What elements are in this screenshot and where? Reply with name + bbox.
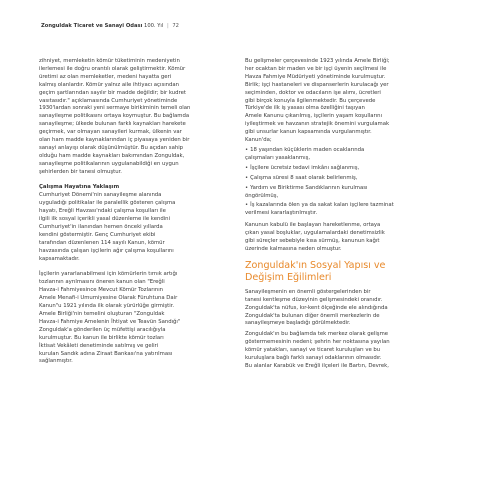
list-item-text: • Çalışma süresi 8 saat olarak belirlenmiş, <box>245 175 440 183</box>
list-item-text: • İşçilere ücretsiz tedavi imkânı sağlanmış, <box>245 165 440 173</box>
text-line: üzerinde kalmasına neden olmuştur. <box>245 245 342 252</box>
text-line: seçiminden, doktor ve odacıların işe alımı, ücretleri <box>245 89 381 96</box>
text-line: ilerlemesi ile doğru orantılı olarak geliştirmektir. Kömür <box>39 65 186 72</box>
text-line: hayatı, Ereğli Havzası'ndaki çalışma koşulları ile <box>39 208 166 215</box>
left-paragraph-1 <box>39 58 229 177</box>
list-item <box>245 165 440 173</box>
list-item-text: çalışmaları yasaklanmış, <box>245 154 311 161</box>
right-paragraph-2 <box>245 222 440 254</box>
text-line: kömür yatakları, sanayi ve ticaret kuruluşları ve bu <box>245 347 381 354</box>
page-number: 72 <box>172 23 179 29</box>
text-line: olan ham madde kaynaklarından iç piyasaya yeniden bir <box>39 137 190 144</box>
text-line: Zonguldak'ta bulunan diğer önemli merkezlerin de <box>245 312 380 319</box>
text-line: İktisat Vekâleti denetiminde satılmış ve geliri <box>39 342 159 349</box>
publication-title: Zonguldak Ticaret ve Sanayi Odası <box>41 23 143 29</box>
list-item-text: • İş kazalarında ölen ya da sakat kalan işçilere tazminat <box>245 202 440 210</box>
text-line: çıkan yasal boşluklar, uygulamalardaki denetimsizlik <box>245 230 385 237</box>
text-line: kalmış olanlardır. Kömür yalnız aile ihtiyacı açısından <box>39 81 180 88</box>
text-line: vasıtasıdır." açıklamasında Cumhuriyet yönetiminde <box>39 97 178 104</box>
text-line: Amele Kanunu çıkarılmış, işçilerin yaşam koşullarını <box>245 113 383 120</box>
text-line: Cumhuriyet Dönemi'nin sanayileşme alanında <box>39 192 162 199</box>
text-line: sanayileşme; ülkede bulunan farklı kaynakları harekete <box>39 121 186 128</box>
text-line: Birlik; işçi hastaneleri ve dispanserlerin kurulacağı yer <box>245 81 389 88</box>
text-line: Zonguldak'ta nüfus, kır-kent ölçeğinde ele alındığında <box>245 304 388 311</box>
list-item <box>245 202 440 218</box>
text-line: gibi birçok konuyla ilgilenmektedir. Bu çerçevede <box>245 97 376 104</box>
text-line: zihniyet, memleketin kömür tüketiminin medeniyetin <box>39 58 180 64</box>
text-line: gibi süreçler sebebiyle kısa sürmüş, kanunun kağıt <box>245 238 380 245</box>
right-column <box>245 58 440 371</box>
text-line: tanesi kentleşme düzeyinin gelişmesindeki oranıdır. <box>245 296 383 303</box>
law-provisions-list <box>245 147 440 218</box>
text-line: Bu alanlar Karabük ve Ereğli ilçeleri ile Bartın, Devrek, <box>245 363 389 369</box>
right-paragraph-1 <box>245 58 440 145</box>
text-line: sanayileşmeye başladığı görülmektedir. <box>245 320 351 327</box>
text-line: İşçilerin yararlanabilmesi için kömürlerin tırnık artığı <box>39 271 178 278</box>
text-line: geçim şartlarından sayılır bir madde değildir; bir kudret <box>39 89 186 96</box>
text-line: Havza Fahmiye Müdüriyeti yönetiminde kurulmuştur. <box>245 73 386 80</box>
text-line: Havza-i Fahmiye Amelenin İhtiyat ve Teavün Sandığı" <box>39 318 181 325</box>
list-item <box>245 185 440 201</box>
text-line: kendini göstermiştir. Genç Cumhuriyet ekibi <box>39 231 156 238</box>
text-line: Sanayileşmenin en önemli göstergelerinden bir <box>245 288 371 295</box>
text-line: Zonguldak'a gönderilen üç müfettişi aracılığıyla <box>39 326 166 333</box>
left-paragraph-2 <box>39 192 229 263</box>
text-line: kurulmuştur. Bu kanun ile birlikte kömür tozları <box>39 334 164 341</box>
text-line: Amele Birliği'nin temelini oluşturan "Zonguldak <box>39 310 165 317</box>
list-item-text: • 18 yaşından küçüklerin maden ocaklarında <box>245 147 440 155</box>
text-line: 1930'lardan sonraki yeni sermaye birikiminin temeli olan <box>39 105 191 112</box>
list-item-text: verilmesi kararlaştırılmıştır. <box>245 210 318 217</box>
text-line: tarafından düzenlenen 114 sayılı Kanun, kömür <box>39 239 165 246</box>
running-header <box>41 23 179 30</box>
text-line: kuruluşlara bağlı farklı sanayi odaklarının olmasıdır. <box>245 355 382 362</box>
text-line: Türkiye'de ilk iş yasası olma özelliğini taşıyan <box>245 105 365 112</box>
text-line: iyileştirmek ve havzanın stratejik önemini vurgulamak <box>245 121 390 128</box>
text-line: üretimi az olan memleketler, medeni hayatta geri <box>39 73 172 80</box>
right-paragraph-4 <box>245 331 440 371</box>
left-column <box>39 58 229 366</box>
text-line: şehirlerden bir tanesi olmuştur. <box>39 168 122 175</box>
text-line: sanayi anlayışı olarak düşünülmüştür. Bu açıdan sahip <box>39 144 184 151</box>
text-line: Kanun"u 1921 yılında ilk olarak yürürlüğe girmiştir. <box>39 303 175 310</box>
text-line: Zonguldak'ın bu bağlamda tek merkez olarak gelişme <box>245 331 389 338</box>
list-item-text: öngörülmüş, <box>245 192 279 199</box>
header-divider: | <box>166 23 169 29</box>
list-item <box>245 147 440 163</box>
text-line: geçirmek, var olmayan sanayileri kurmak, ülkenin var <box>39 129 182 136</box>
text-line: Cumhuriyet'in ilanından hemen önceki yıllarda <box>39 224 163 231</box>
text-line: olduğu ham madde kaynakları bakımından Zonguldak, <box>39 152 185 159</box>
right-paragraph-3 <box>245 289 440 329</box>
text-line: Havza-i Fahmiyesince Mevcut Kömür Tozlarının <box>39 287 164 294</box>
text-line: sanayileşme politikasını ortaya koymuştur. Bu bağlamda <box>39 113 190 120</box>
left-paragraph-3 <box>39 271 229 366</box>
text-line: Kanunun kabulü ile başlayan hareketlenme, ortaya <box>245 222 381 229</box>
text-line: Kanun'da; <box>245 137 272 144</box>
text-line: gibi unsurlar kanun kapsamında vurgulanmıştır. <box>245 129 372 136</box>
text-line: uyguladığı politikalar ile paralellik gösteren çalışma <box>39 200 176 207</box>
section-subheading: Çalışma Hayatına Yaklaşım <box>39 184 120 191</box>
text-line: her ocaktan bir maden ve bir işçi üyenin seçilmesi ile <box>245 65 387 72</box>
text-line: kapsamaktadır. <box>39 255 80 262</box>
text-line: göstermemesinin nedeni; şehrin her noktasına yayılan <box>245 339 390 346</box>
section-heading-line: Zonguldak'ın Sosyal Yapısı ve <box>245 259 386 271</box>
text-line: Amele Menafi-i Umumiyesine Olarak Füruhtuna Dair <box>39 295 178 302</box>
list-item-text: • Yardım ve Biriktirme Sandıklarının kurulması <box>245 185 440 193</box>
text-line: havzasında çalışan işçilerin ağır çalışma koşullarını <box>39 247 174 254</box>
text-line: ilgili ilk sosyal içerikli yasal düzenleme ile kendini <box>39 216 170 223</box>
text-line: kurulan Sandık adına Ziraat Bankası'na yatırılması <box>39 350 173 357</box>
section-heading-line: Değişim Eğilimleri <box>245 272 332 284</box>
section-heading <box>245 260 440 285</box>
text-line: sağlanmıştır. <box>39 358 73 365</box>
text-line: tozlarının ayrılmasını öneren kanun olan "Ereğli <box>39 279 165 286</box>
anniversary-label: 100. Yıl <box>144 23 164 29</box>
text-line: sanayileşme politikalarının uygulanabildiği en uygun <box>39 160 179 167</box>
list-item <box>245 175 440 183</box>
text-line: Bu gelişmeler çerçevesinde 1923 yılında Amele Birliği; <box>245 58 390 64</box>
